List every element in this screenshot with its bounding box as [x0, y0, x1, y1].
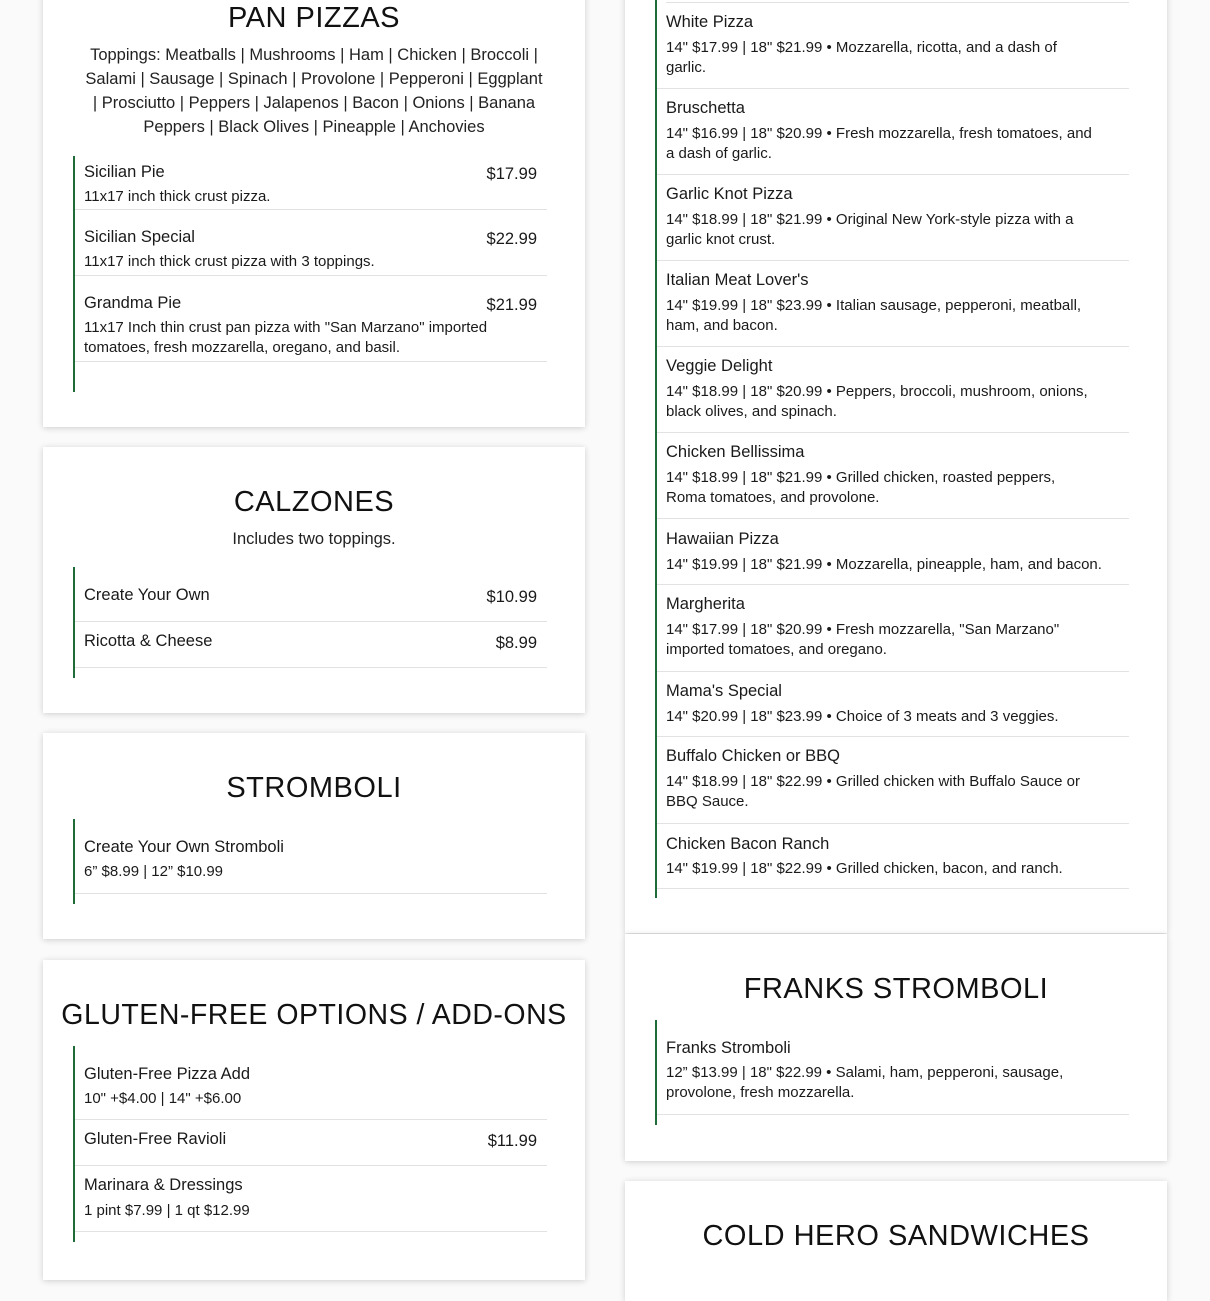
menu-item-grandma-pie	[75, 276, 547, 362]
item-name: Ricotta & Cheese	[84, 632, 213, 650]
item-desc: 14" $18.99 | 18" $21.99 • Grilled chicken, roasted peppers, Roma tomatoes, and provolone.	[666, 469, 1056, 506]
franks-stromboli-card	[625, 934, 1167, 1161]
item-name: Buffalo Chicken or BBQ	[666, 747, 840, 765]
item-desc: 14" $20.99 | 18" $23.99 • Choice of 3 meats and 3 veggies.	[666, 708, 1059, 725]
item-price: $10.99	[486, 588, 537, 606]
item-desc: 14" $19.99 | 18" $22.99 • Grilled chicken, bacon, and ranch.	[666, 860, 1063, 877]
stromboli-title: STROMBOLI	[226, 772, 402, 804]
calzones-note: Includes two toppings.	[232, 530, 396, 548]
menu-item-sicilian-special	[75, 210, 547, 276]
gluten-free-title: GLUTEN-FREE OPTIONS / ADD-ONS	[61, 999, 567, 1031]
menu-item-sicilian-pie	[75, 156, 547, 210]
toppings-note: Toppings: Meatballs | Mushrooms | Ham | Chicken | Broccoli | Salami | Sausage | Spinach | Provolone | Pepperoni | Eggplant | Prosciutto | Peppers | Jalapenos | Bacon | Onions | Banana Peppers | Black Olives | Pineapple | Anchovies	[85, 46, 543, 136]
item-name: Grandma Pie	[84, 294, 182, 312]
item-name: Margherita	[666, 595, 745, 613]
item-name: Veggie Delight	[666, 357, 773, 375]
gluten-free-list	[73, 1046, 547, 1242]
item-name: Garlic Knot Pizza	[666, 185, 793, 203]
calzones-title: CALZONES	[233, 486, 395, 518]
menu-item-create-your-own	[75, 567, 547, 622]
item-name: Hawaiian Pizza	[666, 530, 779, 548]
item-name: Gluten-Free Ravioli	[84, 1130, 227, 1148]
item-desc: 14" $19.99 | 18" $23.99 • Italian sausage, pepperoni, meatball, ham, and bacon.	[666, 297, 1082, 334]
item-desc: 14" $18.99 | 18" $22.99 • Grilled chicken with Buffalo Sauce or BBQ Sauce.	[666, 773, 1080, 810]
item-desc: 1 pint $7.99 | 1 qt $12.99	[84, 1202, 250, 1219]
item-desc: 14" $18.99 | 18" $21.99 • Original New York-style pizza with a garlic knot crust.	[666, 211, 1074, 248]
pan-pizzas-list	[73, 156, 547, 392]
menu-item-gluten-free-pizza-add	[75, 1046, 547, 1120]
franks-stromboli-title: FRANKS STROMBOLI	[743, 973, 1049, 1005]
item-desc: 14" $17.99 | 18" $20.99 • Fresh mozzarella, "San Marzano" imported tomatoes, and oregano.	[666, 621, 1060, 658]
item-desc: 6” $8.99 | 12” $10.99	[84, 863, 223, 880]
item-name: Marinara & Dressings	[84, 1176, 243, 1194]
item-name: Create Your Own Stromboli	[84, 838, 284, 856]
menu-item-chicken-bellissima	[657, 433, 1129, 519]
item-name: Create Your Own	[84, 586, 210, 604]
item-price: $17.99	[486, 165, 537, 183]
specialty-pizzas-list	[655, 0, 1129, 898]
menu-item-white-pizza	[657, 3, 1129, 89]
cold-hero-card	[625, 1181, 1167, 1301]
specialty-pizzas-card	[625, 0, 1167, 933]
menu-item-bruschetta	[657, 89, 1129, 175]
item-price: $22.99	[486, 230, 537, 248]
item-price: $21.99	[486, 296, 537, 314]
pan-pizzas-title: PAN PIZZAS	[227, 2, 401, 34]
item-desc: 14" $18.99 | 18" $20.99 • Peppers, broccoli, mushroom, onions, black olives, and spinach.	[666, 383, 1088, 420]
calzones-list	[73, 567, 547, 678]
item-desc: 11x17 Inch thin crust pan pizza with "San Marzano" imported tomatoes, fresh mozzarella, oregano, and basil.	[84, 319, 488, 356]
item-desc: 11x17 inch thick crust pizza with 3 toppings.	[84, 253, 375, 270]
item-desc: 14" $16.99 | 18" $20.99 • Fresh mozzarella, fresh tomatoes, and a dash of garlic.	[666, 125, 1092, 162]
menu-item-veggie-delight	[657, 347, 1129, 433]
calzones-card	[43, 447, 585, 713]
cold-hero-title: COLD HERO SANDWICHES	[702, 1220, 1090, 1252]
item-name: Gluten-Free Pizza Add	[84, 1065, 250, 1083]
stromboli-card	[43, 733, 585, 939]
item-name: Franks Stromboli	[666, 1039, 791, 1057]
item-name: Sicilian Pie	[84, 163, 165, 181]
menu-item-franks-stromboli	[657, 1020, 1129, 1115]
item-desc: 11x17 inch thick crust pizza.	[84, 188, 271, 205]
item-desc: 14" $17.99 | 18" $21.99 • Mozzarella, ricotta, and a dash of garlic.	[666, 39, 1057, 76]
item-desc: 14" $19.99 | 18" $21.99 • Mozzarella, pineapple, ham, and bacon.	[666, 556, 1102, 573]
item-name: Mama's Special	[666, 682, 782, 700]
item-name: Sicilian Special	[84, 228, 195, 246]
item-desc: 10" +$4.00 | 14" +$6.00	[84, 1090, 242, 1107]
franks-stromboli-list	[655, 1020, 1129, 1125]
gluten-free-card	[43, 960, 585, 1280]
item-name: Italian Meat Lover's	[666, 271, 809, 289]
item-desc: 12” $13.99 | 18" $22.99 • Salami, ham, pepperoni, sausage, provolone, fresh mozzarella.	[666, 1064, 1064, 1101]
menu-item-chicken-bacon-ranch	[657, 824, 1129, 889]
menu-item-margherita	[657, 585, 1129, 672]
menu-item-garlic-knot-pizza	[657, 175, 1129, 261]
menu-item-hawaiian-pizza	[657, 519, 1129, 585]
pan-pizzas-card	[43, 0, 585, 427]
item-price: $11.99	[487, 1132, 537, 1150]
item-price: $8.99	[495, 634, 537, 652]
item-name: Chicken Bacon Ranch	[666, 835, 830, 853]
menu-item-mamas-special	[657, 672, 1129, 737]
menu-item-ricotta-cheese	[75, 622, 547, 668]
menu-item-marinara-dressings	[75, 1166, 547, 1232]
item-name: White Pizza	[666, 13, 754, 31]
item-name: Chicken Bellissima	[666, 443, 805, 461]
menu-item-italian-meat-lovers	[657, 261, 1129, 347]
item-name: Bruschetta	[666, 99, 745, 117]
menu-item-gluten-free-ravioli	[75, 1120, 547, 1166]
menu-item-buffalo-chicken-bbq	[657, 737, 1129, 824]
stromboli-list	[73, 819, 547, 904]
menu-item-create-your-own-stromboli	[75, 819, 547, 894]
